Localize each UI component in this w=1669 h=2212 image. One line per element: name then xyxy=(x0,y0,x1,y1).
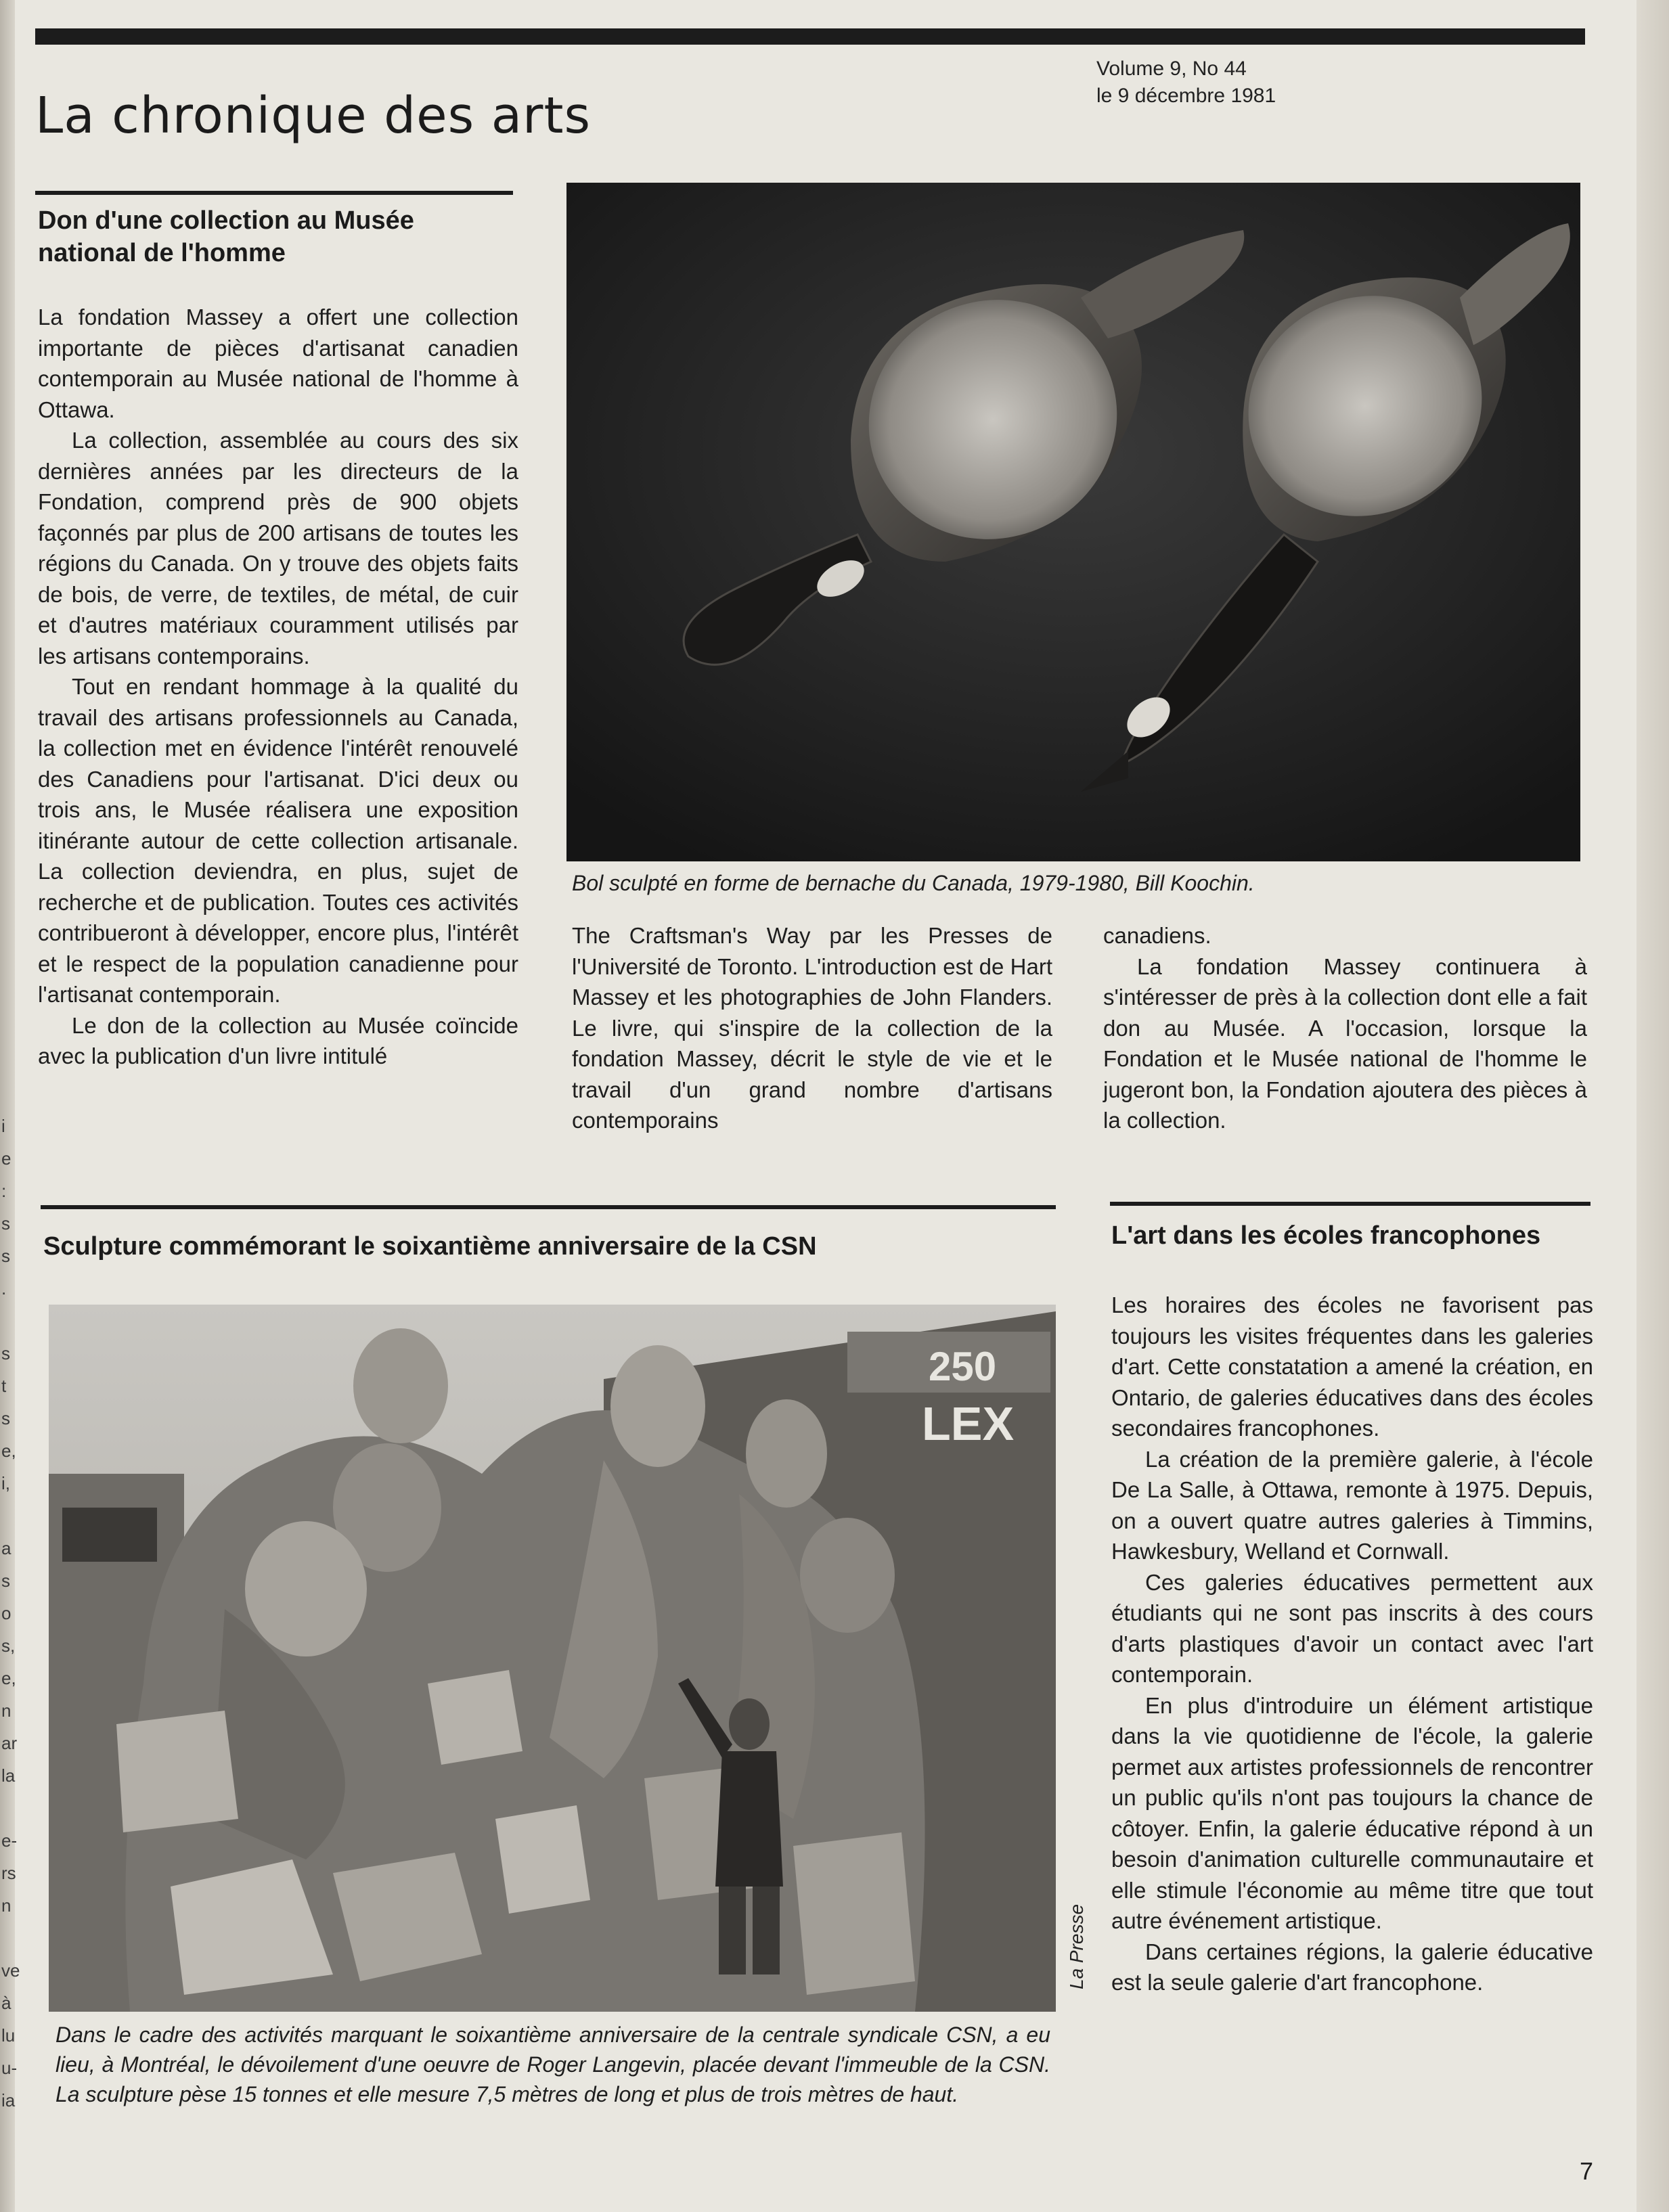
paragraph: Dans certaines régions, la galerie éducative est la seule galerie d'art francophone. xyxy=(1111,1939,1593,1995)
paragraph: Le don de la collection au Musée coïncide avec la publication d'un livre intitulé xyxy=(38,1012,518,1068)
paragraph: La fondation Massey continuera à s'intéresser de près à la collection dont elle a fait don au Musée. A l'occasion, lorsque la Fondation et le Musée national de l'homme le jugeront bon, la Fondation ajoutera des pièces à la collection. xyxy=(1103,953,1587,1133)
issue-info xyxy=(1096,55,1276,110)
paragraph: canadiens. xyxy=(1103,923,1211,948)
paragraph: La fondation Massey a offert une collection importante de pièces d'artisanat canadien contemporain au Musée national de l'homme à Ottawa. xyxy=(38,304,518,422)
building-sign-250: 250 xyxy=(929,1344,997,1389)
article1-headline: Don d'une collection au Musée national de l'homme xyxy=(38,206,414,267)
article3-headline: L'art dans les écoles francophones xyxy=(1111,1221,1541,1250)
article2-headline: Sculpture commémorant le soixantième anniversaire de la CSN xyxy=(43,1232,817,1261)
page-number: 7 xyxy=(1580,2157,1594,2185)
volume-number: Volume 9, No 44 xyxy=(1096,58,1247,80)
article1-column-1 xyxy=(38,302,518,1072)
page-right-edge xyxy=(1637,0,1669,2212)
paragraph: La collection, assemblée au cours des six dernières années par les directeurs de la Fondation, comprend près de 900 objets façonnés par plus de 200 artisans de toutes les régions du Canada. On y trouve des objets faits de bois, de verre, de textiles, de métal, de cuir et d'autres matériaux couramment utilisés par les artisans contemporains. xyxy=(38,428,518,669)
paragraph: Tout en rendant hommage à la qualité du travail des artisans professionnels au Canada, la collection met en évidence l'intérêt renouvelé des Canadiens pour l'artisanat. D'ici deux ou trois ans, le Musée réalisera une exposition itinérante autour de cette collection artisanale. La collection deviendra, en plus, sujet de recherche et de publication. Toutes ces activités contribueront à développer, encore plus, l'intérêt et le respect de la population canadienne pour l'artisanat contemporain. xyxy=(38,674,518,1007)
paragraph: Les horaires des écoles ne favorisent pas toujours les visites fréquentes dans les galeries d'art. Cette constatation a amené la création, en Ontario, de galeries éducatives dans des écoles secondaires francophones. xyxy=(1111,1292,1593,1441)
bowl-photo-caption: Bol sculpté en forme de bernache du Canada, 1979-1980, Bill Koochin. xyxy=(572,871,1255,895)
csn-sculpture-image xyxy=(49,1305,1056,2012)
paragraph: La création de la première galerie, à l'école De La Salle, à Ottawa, remonte à 1975. Depuis, on a ouvert quatre autres galeries à Timmins, Hawkesbury, Welland et Cornwall. xyxy=(1111,1446,1593,1564)
bowl-sculpture-image xyxy=(566,183,1580,861)
article3-column xyxy=(1111,1290,1593,1998)
paragraph: En plus d'introduire un élément artistique dans la vie quotidienne de l'école, la galerie permet aux artistes professionnels de rencontrer un public qu'ils n'ont pas toujours la chance de côtoyer. Enfin, la galerie éducative répond à un besoin d'animation culturelle communautaire et elle stimule l'économie au même titre que tout autre événement artistique. xyxy=(1111,1692,1593,1933)
issue-date: le 9 décembre 1981 xyxy=(1096,85,1276,107)
photo-credit: La Presse xyxy=(1066,1903,1087,1989)
top-rule xyxy=(35,28,1585,45)
paragraph: Ces galeries éducatives permettent aux étudiants qui ne sont pas inscrits à des cours d'arts plastiques d'avoir un contact avec l'art contemporain. xyxy=(1111,1569,1593,1687)
adjacent-page-fragments: i e : s s . s t s e, i, a s o s, e, n ar la e- rs n ve à lu u- ia xyxy=(1,1116,20,2111)
sculpture-photo-caption: Dans le cadre des activités marquant le soixantième anniversaire de la centrale syndicale CSN, a eu lieu, à Montréal, le dévoilement d'une oeuvre de Roger Langevin, placée devant l'immeuble de la CSN. La sculpture pèse 15 tonnes et elle mesure 7,5 mètres de long et plus de trois mètres de haut. xyxy=(55,2023,1050,2106)
article2-rule xyxy=(41,1205,1056,1209)
article1-rule xyxy=(35,191,513,195)
bowl-photo xyxy=(566,183,1580,861)
paragraph: The Craftsman's Way par les Presses de l'Université de Toronto. L'introduction est de Hart Massey et les photographies de John Flanders. Le livre, qui s'inspire de la collection de la fondation Massey, décrit le style de vie et le travail d'un grand nombre d'artisans contemporains xyxy=(572,923,1052,1133)
article3-rule xyxy=(1110,1202,1590,1206)
article1-column-3 xyxy=(1103,920,1587,1136)
publication-title: La chronique des arts xyxy=(35,87,592,145)
article1-column-2 xyxy=(572,920,1052,1136)
sculpture-photo xyxy=(49,1305,1056,2012)
building-sign-lex: LEX xyxy=(922,1397,1015,1450)
